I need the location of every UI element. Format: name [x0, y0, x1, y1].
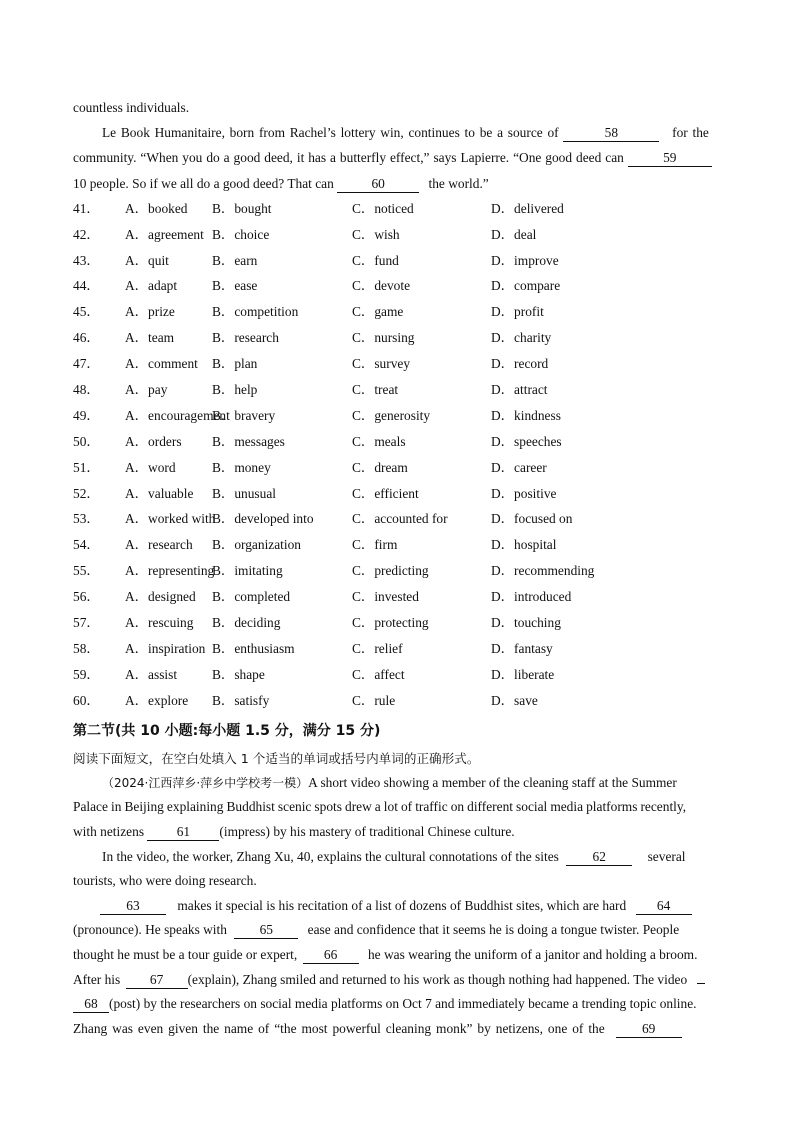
option-a[interactable]: A．quit — [125, 252, 169, 268]
question-number: 50． — [73, 433, 100, 449]
question-row — [73, 636, 729, 662]
answer-blank-62[interactable]: 62 — [566, 848, 632, 866]
passage-line — [73, 820, 729, 845]
passage-line — [73, 968, 729, 993]
option-d[interactable]: D．fantasy — [491, 640, 553, 656]
passage-line — [73, 771, 729, 796]
option-a[interactable]: A．representing — [125, 563, 215, 579]
passage-text: community. “When you do a good deed, it has a butterfly effect,” says Lapierre. “One good deed can — [73, 150, 624, 166]
answer-blank-63[interactable]: 63 — [100, 897, 166, 915]
passage-text: he was wearing the uniform of a janitor and holding a broom. — [367, 946, 698, 962]
option-a[interactable]: A．prize — [125, 304, 175, 320]
option-a[interactable]: A．explore — [125, 692, 189, 708]
option-b[interactable]: B．developed into — [212, 511, 314, 527]
option-b[interactable]: B．choice — [212, 226, 270, 242]
question-number: 52． — [73, 485, 100, 501]
option-b[interactable]: B．bravery — [212, 407, 276, 423]
option-a[interactable]: A．encouragement — [125, 407, 230, 423]
option-b[interactable]: B．satisfy — [212, 692, 270, 708]
exam-source: （2024·江西萍乡·萍乡中学校考一模） — [102, 775, 309, 790]
option-d[interactable]: D．delivered — [491, 200, 564, 216]
question-row — [73, 403, 729, 429]
option-d[interactable]: D．improve — [491, 252, 559, 268]
option-d[interactable]: D．liberate — [491, 666, 555, 682]
answer-blank-69[interactable]: 69 — [616, 1020, 682, 1038]
passage-text: (impress) by his mastery of traditional Chinese culture. — [219, 823, 515, 839]
option-d[interactable]: D．attract — [491, 381, 548, 397]
passage-text: Palace in Beijing explaining Buddhist scenic spots drew a lot of traffic on different social media platforms recently, — [73, 799, 687, 815]
question-row — [73, 662, 729, 688]
question-row — [73, 455, 729, 481]
passage-line — [73, 918, 729, 943]
passage-line — [73, 943, 729, 968]
passage-text: In the video, the worker, Zhang Xu, 40, explains the cultural connotations of the sites — [102, 848, 559, 864]
option-b[interactable]: B．deciding — [212, 615, 281, 630]
question-number: 43． — [73, 252, 100, 268]
option-b[interactable]: B．ease — [212, 278, 258, 294]
question-number: 42． — [73, 226, 100, 242]
option-a[interactable]: A．agreement — [125, 226, 204, 242]
option-c[interactable]: C．relief — [352, 640, 403, 656]
question-number: 53． — [73, 511, 100, 527]
option-b[interactable]: B．messages — [212, 433, 285, 449]
passage-line — [73, 95, 729, 120]
option-d[interactable]: D．positive — [491, 485, 557, 501]
passage-line — [73, 869, 729, 894]
option-c[interactable]: C．protecting — [352, 615, 429, 630]
passage-text: (post) by the researchers on social media platforms on Oct 7 and immediately became a trending topic online. — [109, 996, 697, 1012]
option-a[interactable]: A．comment — [125, 356, 198, 372]
answer-blank-66[interactable]: 66 — [303, 946, 359, 964]
question-row — [73, 222, 729, 248]
passage-text: countless individuals. — [73, 100, 190, 115]
question-number: 49． — [73, 407, 100, 423]
option-d[interactable]: D．hospital — [491, 537, 557, 553]
question-row — [73, 196, 729, 222]
option-c[interactable]: C．generosity — [352, 407, 431, 423]
option-b[interactable]: B．bought — [212, 200, 272, 216]
option-d[interactable]: D．focused on — [491, 511, 573, 527]
question-row — [73, 248, 729, 274]
question-row — [73, 377, 729, 403]
question-number: 55． — [73, 563, 100, 579]
option-c[interactable]: C．dream — [352, 459, 408, 475]
passage-line — [73, 120, 729, 145]
question-number: 57． — [73, 615, 100, 630]
blank-underline-start — [697, 983, 705, 984]
passage-text: Le Book Humanitaire, born from Rachel’s lottery win, continues to be a source of — [102, 125, 559, 141]
question-row — [73, 688, 729, 714]
option-d[interactable]: D．deal — [491, 226, 537, 242]
option-b[interactable]: B．shape — [212, 666, 265, 682]
option-c[interactable]: C．meals — [352, 433, 406, 449]
passage-text: (pronounce). He speaks with — [73, 922, 227, 938]
passage-text: several — [647, 848, 686, 864]
passage-text: (explain), Zhang smiled and returned to his work as though nothing had happened. The video — [187, 971, 688, 987]
question-row — [73, 558, 729, 584]
option-c[interactable]: C．affect — [352, 666, 405, 682]
question-row — [73, 506, 729, 532]
question-number: 44． — [73, 278, 100, 294]
option-a[interactable]: A．pay — [125, 381, 168, 397]
option-c[interactable]: C．devote — [352, 278, 411, 294]
answer-blank-59[interactable]: 59 — [628, 149, 712, 167]
passage-line — [73, 145, 729, 170]
question-row — [73, 299, 729, 325]
option-b[interactable]: B．enthusiasm — [212, 640, 295, 656]
option-d[interactable]: D．kindness — [491, 407, 561, 423]
option-a[interactable]: A．worked with — [125, 511, 216, 527]
question-number: 56． — [73, 589, 100, 605]
option-b[interactable]: B．imitating — [212, 563, 283, 579]
question-row — [73, 351, 729, 377]
question-row — [73, 610, 729, 636]
option-b[interactable]: B．help — [212, 381, 258, 397]
option-d[interactable]: D．compare — [491, 278, 561, 294]
option-a[interactable]: A．inspiration — [125, 640, 206, 656]
question-number: 54． — [73, 537, 100, 553]
option-b[interactable]: B．unusual — [212, 485, 276, 501]
option-c[interactable]: C．nursing — [352, 330, 415, 346]
passage-line — [73, 894, 729, 919]
option-c[interactable]: C．fund — [352, 252, 399, 268]
option-a[interactable]: A．assist — [125, 666, 178, 682]
option-b[interactable]: B．competition — [212, 304, 299, 320]
answer-blank-64[interactable]: 64 — [636, 897, 692, 915]
option-c[interactable]: C．game — [352, 304, 404, 320]
passage-line — [73, 1017, 729, 1042]
question-row — [73, 429, 729, 455]
option-c[interactable]: C．rule — [352, 692, 396, 708]
question-row — [73, 532, 729, 558]
option-b[interactable]: B．organization — [212, 537, 302, 553]
option-d[interactable]: D．career — [491, 459, 547, 475]
option-a[interactable]: A．valuable — [125, 485, 194, 501]
question-number: 41． — [73, 200, 100, 216]
passage-text: After his — [73, 971, 121, 987]
passage-text: thought he must be a tour guide or expert, — [73, 946, 298, 962]
option-c[interactable]: C．accounted for — [352, 511, 448, 527]
question-number: 45． — [73, 304, 100, 320]
option-c[interactable]: C．invested — [352, 589, 419, 605]
option-a[interactable]: A．adapt — [125, 278, 178, 294]
option-b[interactable]: B．money — [212, 459, 271, 475]
section-heading: 第二节(共 10 小题:每小题 1.5 分，满分 15 分) — [73, 722, 381, 739]
passage-text: tourists, who were doing research. — [73, 873, 257, 889]
passage-text: with netizens — [73, 823, 145, 839]
option-c[interactable]: C．survey — [352, 356, 411, 372]
option-a[interactable]: A．team — [125, 330, 175, 346]
passage-line — [73, 845, 729, 870]
option-a[interactable]: A．designed — [125, 589, 196, 605]
question-number: 60． — [73, 692, 100, 708]
option-c[interactable]: C．treat — [352, 381, 399, 397]
option-d[interactable]: D．charity — [491, 330, 552, 346]
passage-line — [73, 171, 729, 196]
answer-blank-61[interactable]: 61 — [147, 823, 219, 841]
option-d[interactable]: D．speeches — [491, 433, 562, 449]
option-b[interactable]: B．research — [212, 330, 279, 346]
option-c[interactable]: C．noticed — [352, 200, 414, 216]
option-c[interactable]: C．wish — [352, 226, 400, 242]
option-d[interactable]: D．profit — [491, 304, 544, 320]
answer-blank-68[interactable]: 68 — [73, 995, 109, 1013]
option-a[interactable]: A．booked — [125, 200, 188, 216]
question-list — [73, 196, 729, 714]
option-b[interactable]: B．completed — [212, 589, 291, 605]
answer-blank-58[interactable]: 58 — [563, 124, 659, 142]
question-number: 59． — [73, 666, 100, 682]
passage-text: makes it special is his recitation of a list of dozens of Buddhist sites, which are hard — [177, 897, 627, 913]
option-a[interactable]: A．research — [125, 537, 193, 553]
passage-text: A short video showing a member of the cleaning staff at the Summer — [308, 774, 677, 790]
option-b[interactable]: B．earn — [212, 252, 258, 268]
question-number: 51． — [73, 459, 100, 475]
option-c[interactable]: C．efficient — [352, 485, 419, 501]
answer-blank-65[interactable]: 65 — [234, 921, 298, 939]
question-number: 46． — [73, 330, 100, 346]
answer-blank-67[interactable]: 67 — [126, 971, 188, 989]
question-row — [73, 584, 729, 610]
passage-text: ease and confidence that it seems he is doing a tongue twister. People — [307, 922, 680, 938]
option-a[interactable]: A．orders — [125, 433, 182, 449]
option-d[interactable]: D．save — [491, 692, 538, 708]
passage-text: 10 people. So if we all do a good deed? That can — [73, 175, 334, 191]
option-d[interactable]: D．introduced — [491, 589, 572, 605]
passage-line — [73, 795, 729, 820]
option-a[interactable]: A．rescuing — [125, 615, 194, 630]
option-a[interactable]: A．word — [125, 459, 176, 475]
option-c[interactable]: C．predicting — [352, 563, 429, 579]
option-b[interactable]: B．plan — [212, 356, 258, 372]
question-row — [73, 481, 729, 507]
passage-text: for the — [672, 125, 709, 141]
question-number: 48． — [73, 381, 100, 397]
passage-text: Zhang was even given the name of “the most powerful cleaning monk” by netizens, one of the — [73, 1020, 605, 1036]
question-number: 58． — [73, 640, 100, 656]
option-c[interactable]: C．firm — [352, 537, 398, 553]
exam-page — [73, 95, 729, 1041]
question-row — [73, 325, 729, 351]
option-d[interactable]: D．record — [491, 356, 549, 372]
question-row — [73, 273, 729, 299]
option-d[interactable]: D．touching — [491, 615, 561, 630]
option-d[interactable]: D．recommending — [491, 563, 595, 579]
answer-blank-60[interactable]: 60 — [337, 175, 419, 193]
passage-line — [73, 992, 729, 1017]
section-instruction: 阅读下面短文，在空白处填入 1 个适当的单词或括号内单词的正确形式。 — [73, 750, 480, 766]
passage-text: the world.” — [428, 175, 489, 191]
question-number: 47． — [73, 356, 100, 372]
